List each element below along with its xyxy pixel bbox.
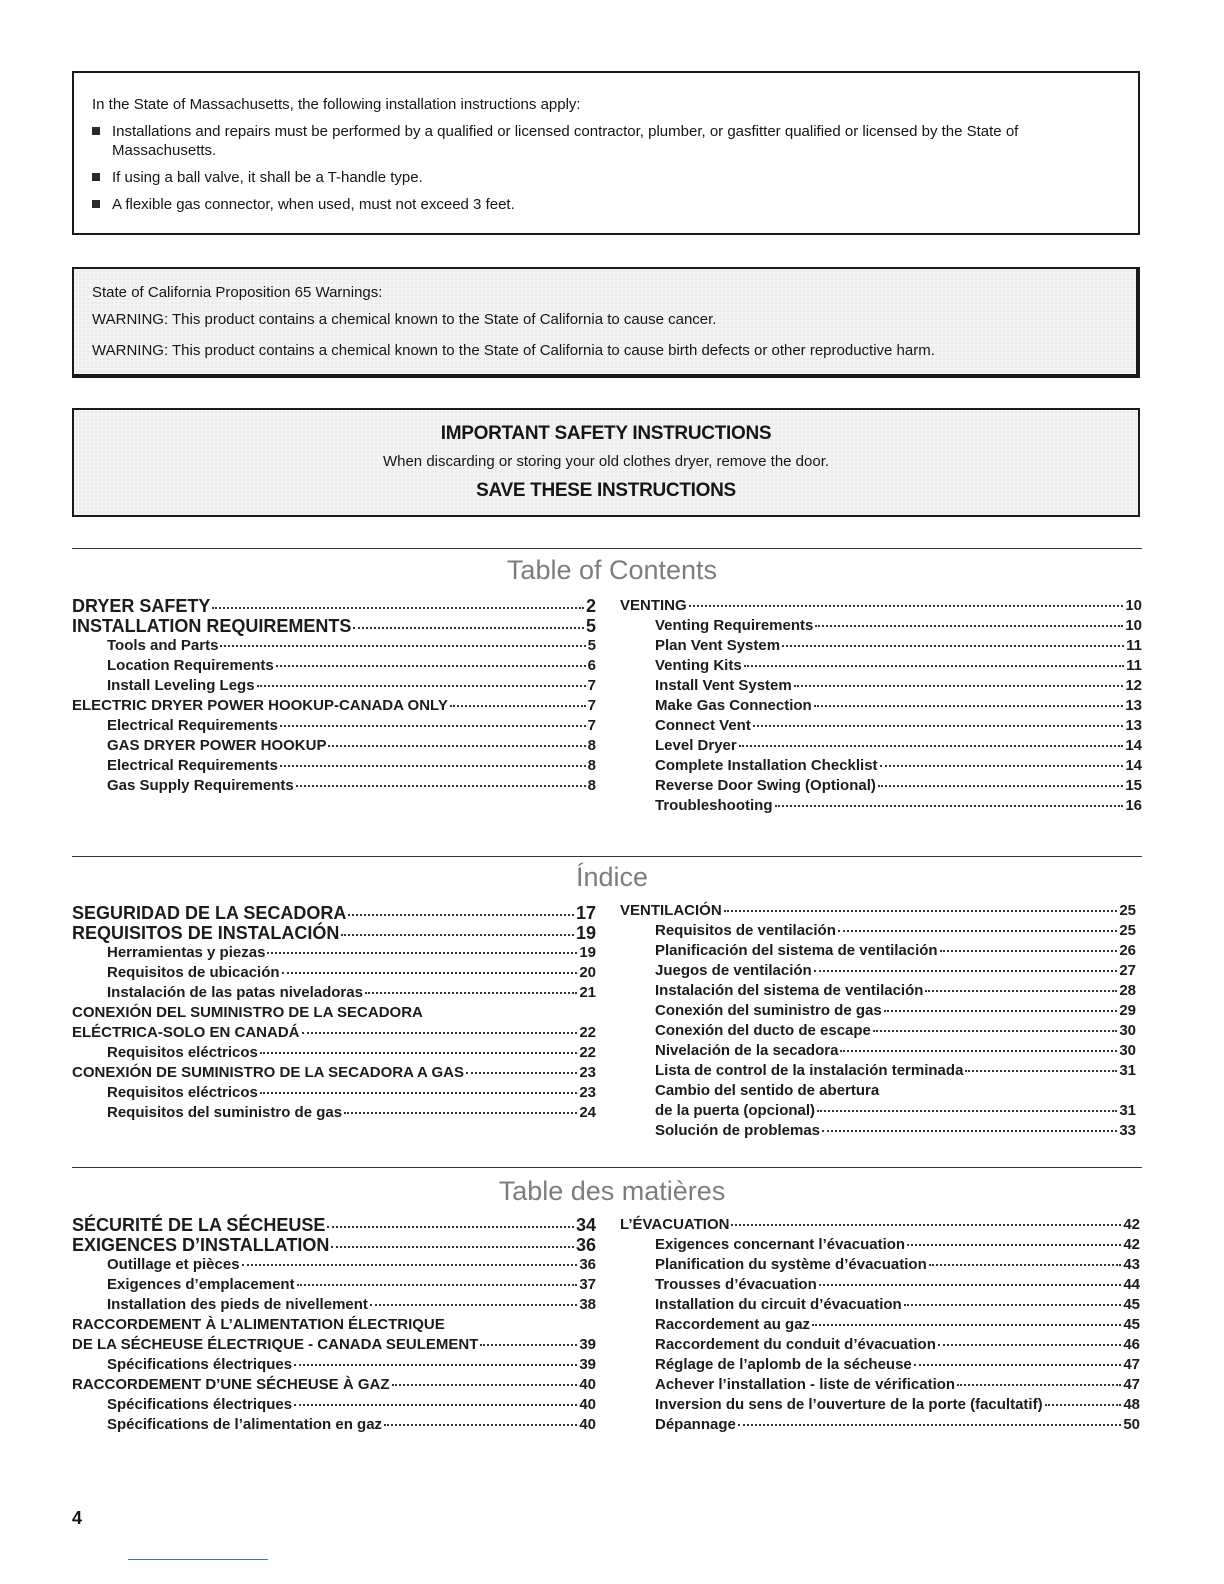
toc-entry-label: Installation du circuit d’évacuation: [655, 1296, 902, 1313]
toc-entry-label: Gas Supply Requirements: [107, 777, 294, 794]
toc-entry-label: Spécifications de l’alimentation en gaz: [107, 1416, 383, 1433]
toc-entry[interactable]: [72, 1395, 596, 1415]
toc-entry-label: RACCORDEMENT À L’ALIMENTATION ÉLECTRIQUE: [72, 1316, 445, 1333]
toc-dot-leader: [242, 1264, 578, 1266]
toc-entry-label: Dépannage: [655, 1416, 736, 1433]
toc-dot-leader: [940, 950, 1118, 952]
toc-entry[interactable]: [620, 1101, 1136, 1121]
toc-entry-page: 7: [587, 677, 596, 694]
massachusetts-bullet: A flexible gas connector, when used, must not exceed 3 feet.: [92, 195, 1120, 214]
toc-dot-leader: [838, 930, 1117, 932]
toc-entry[interactable]: [72, 696, 596, 716]
toc-entry-page: 42: [1123, 1216, 1140, 1233]
toc-entry-page: 8: [587, 757, 596, 774]
divider: [72, 548, 1142, 549]
toc-entry[interactable]: [72, 1103, 596, 1123]
toc-entry-page: 36: [579, 1256, 596, 1273]
toc-entry-page: 34: [575, 1215, 596, 1235]
toc-entry[interactable]: [72, 1235, 596, 1255]
toc-entry-label: Level Dryer: [655, 737, 737, 754]
toc-entry-page: 15: [1125, 777, 1142, 794]
toc-entry[interactable]: [72, 1003, 596, 1023]
toc-entry-page: 40: [579, 1376, 596, 1393]
toc-dot-leader: [957, 1384, 1121, 1386]
toc-entry[interactable]: [72, 1335, 596, 1355]
toc-entry-label: Juegos de ventilación: [655, 962, 812, 979]
toc-entry-label: Conexión del ducto de escape: [655, 1022, 871, 1039]
save-instructions: SAVE THESE INSTRUCTIONS: [476, 480, 736, 501]
toc-entry-page: 14: [1125, 757, 1142, 774]
toc-entry-label: Make Gas Connection: [655, 697, 812, 714]
toc-entry[interactable]: [620, 616, 1142, 636]
toc-entry-label: Trousses d’évacuation: [655, 1276, 817, 1293]
toc-entry-label: ELÉCTRICA-SOLO EN CANADÁ: [72, 1024, 300, 1041]
toc-entry-page: 19: [575, 923, 596, 943]
toc-entry[interactable]: [72, 616, 596, 636]
massachusetts-bullet: Installations and repairs must be performed by a qualified or licensed contractor, plumber, or gasfitter qualified or licensed by the State of Massachusetts.: [92, 122, 1120, 160]
toc-entry[interactable]: [620, 676, 1142, 696]
toc-entry-page: 13: [1125, 717, 1142, 734]
toc-entry-label: Cambio del sentido de abertura: [655, 1082, 880, 1099]
toc-dot-leader: [840, 1050, 1117, 1052]
toc-entry[interactable]: [72, 1375, 596, 1395]
toc-entry[interactable]: [72, 736, 596, 756]
toc-entry[interactable]: [72, 943, 596, 963]
toc-dot-leader: [480, 1344, 577, 1346]
toc-entry[interactable]: [72, 963, 596, 983]
toc-entry[interactable]: [72, 1275, 596, 1295]
toc-entry-label: Herramientas y piezas: [107, 944, 266, 961]
toc-dot-leader: [689, 605, 1124, 607]
toc-en-left-column: [72, 596, 596, 796]
toc-entry[interactable]: [72, 1023, 596, 1043]
toc-dot-leader: [348, 914, 574, 916]
toc-entry-page: 33: [1119, 1122, 1136, 1139]
toc-entry-label: Achever l’installation - liste de vérification: [655, 1376, 956, 1393]
toc-entry-label: Planificación del sistema de ventilación: [655, 942, 938, 959]
toc-entry[interactable]: [72, 656, 596, 676]
toc-entry[interactable]: [72, 903, 596, 923]
toc-dot-leader: [1045, 1404, 1122, 1406]
toc-entry[interactable]: [620, 1021, 1136, 1041]
toc-entry-page: 5: [585, 616, 596, 636]
toc-entry[interactable]: [72, 596, 596, 616]
toc-dot-leader: [328, 745, 585, 747]
toc-dot-leader: [878, 785, 1123, 787]
california-warning: WARNING: This product contains a chemical known to the State of California to cause cancer.: [92, 311, 717, 328]
toc-entry-page: 28: [1119, 982, 1136, 999]
toc-entry-page: 13: [1125, 697, 1142, 714]
toc-fr-right-column: [620, 1215, 1140, 1435]
toc-entry[interactable]: [620, 716, 1142, 736]
toc-entry-label: Install Leveling Legs: [107, 677, 255, 694]
toc-entry-page: 27: [1119, 962, 1136, 979]
toc-entry-page: 7: [587, 717, 596, 734]
toc-entry-label: ELECTRIC DRYER POWER HOOKUP-CANADA ONLY: [72, 697, 448, 714]
toc-dot-leader: [220, 645, 585, 647]
toc-entry[interactable]: [72, 676, 596, 696]
toc-dot-leader: [907, 1244, 1121, 1246]
divider: [72, 1167, 1142, 1168]
toc-entry-page: 40: [579, 1396, 596, 1413]
toc-entry[interactable]: [72, 716, 596, 736]
toc-entry-label: Spécifications électriques: [107, 1396, 293, 1413]
toc-entry-page: 6: [587, 657, 596, 674]
toc-entry[interactable]: [72, 636, 596, 656]
toc-entry-label: Electrical Requirements: [107, 757, 278, 774]
toc-dot-leader: [744, 665, 1124, 667]
toc-entry-page: 10: [1125, 597, 1142, 614]
toc-fr-title: Table des matières: [498, 1176, 726, 1206]
toc-entry[interactable]: [72, 923, 596, 943]
toc-entry-label: Exigences d’emplacement: [107, 1276, 295, 1293]
toc-entry[interactable]: [72, 776, 596, 796]
toc-entry-label: GAS DRYER POWER HOOKUP: [107, 737, 327, 754]
toc-dot-leader: [731, 1224, 1121, 1226]
toc-dot-leader: [753, 725, 1123, 727]
massachusetts-bullet: If using a ball valve, it shall be a T-handle type.: [92, 168, 1120, 187]
toc-entry-label: VENTILACIÓN: [620, 902, 722, 919]
massachusetts-notice: [72, 71, 1140, 235]
toc-entry[interactable]: [620, 1001, 1136, 1021]
toc-entry-label: Troubleshooting: [655, 797, 773, 814]
toc-dot-leader: [782, 645, 1124, 647]
toc-es-right-column: [620, 901, 1136, 1141]
toc-entry-page: 46: [1123, 1336, 1140, 1353]
toc-entry-label: Instalación del sistema de ventilación: [655, 982, 924, 999]
toc-entry-label: Reverse Door Swing (Optional): [655, 777, 876, 794]
toc-entry-page: 39: [579, 1336, 596, 1353]
california-title: State of California Proposition 65 Warnings:: [92, 284, 383, 301]
toc-entry-label: Conexión del suministro de gas: [655, 1002, 882, 1019]
toc-entry-label: CONEXIÓN DE SUMINISTRO DE LA SECADORA A GAS: [72, 1064, 464, 1081]
toc-dot-leader: [344, 1112, 577, 1114]
toc-dot-leader: [812, 1324, 1121, 1326]
toc-entry[interactable]: [620, 796, 1142, 816]
toc-entry-page: 11: [1126, 637, 1142, 654]
toc-entry[interactable]: [72, 1043, 596, 1063]
toc-dot-leader: [282, 972, 578, 974]
toc-entry-label: Requisitos de ubicación: [107, 964, 280, 981]
toc-dot-leader: [260, 1052, 577, 1054]
toc-dot-leader: [370, 1304, 577, 1306]
toc-entry-label: Connect Vent: [655, 717, 751, 734]
toc-entry-page: 48: [1123, 1396, 1140, 1413]
toc-entry-label: Lista de control de la instalación terminada: [655, 1062, 964, 1079]
toc-entry-label: REQUISITOS DE INSTALACIÓN: [72, 923, 340, 943]
toc-entry-label: Requisitos de ventilación: [655, 922, 836, 939]
toc-dot-leader: [327, 1226, 574, 1228]
toc-dot-leader: [276, 665, 586, 667]
toc-entry-page: 50: [1123, 1416, 1140, 1433]
toc-fr-left-column: [72, 1215, 596, 1435]
toc-dot-leader: [938, 1344, 1121, 1346]
toc-entry-page: 20: [579, 964, 596, 981]
toc-dot-leader: [925, 990, 1117, 992]
toc-dot-leader: [280, 725, 586, 727]
toc-entry[interactable]: [72, 1255, 596, 1275]
toc-entry[interactable]: [620, 1061, 1136, 1081]
toc-entry[interactable]: [620, 1375, 1140, 1395]
toc-entry-page: 22: [579, 1024, 596, 1041]
toc-entry-label: Raccordement au gaz: [655, 1316, 811, 1333]
toc-entry-label: Nivelación de la secadora: [655, 1042, 839, 1059]
toc-entry-label: Réglage de l’aplomb de la sécheuse: [655, 1356, 912, 1373]
toc-dot-leader: [450, 705, 586, 707]
toc-dot-leader: [353, 627, 584, 629]
toc-entry-page: 10: [1125, 617, 1142, 634]
toc-entry-page: 31: [1119, 1102, 1136, 1119]
california-warning: WARNING: This product contains a chemical known to the State of California to cause birth defects or other reproductive harm.: [92, 342, 935, 359]
toc-dot-leader: [280, 765, 586, 767]
toc-entry-label: Solución de problemas: [655, 1122, 821, 1139]
toc-dot-leader: [466, 1072, 577, 1074]
toc-entry[interactable]: [620, 776, 1142, 796]
toc-entry-label: Raccordement du conduit d’évacuation: [655, 1336, 936, 1353]
toc-dot-leader: [814, 970, 1118, 972]
toc-entry[interactable]: [72, 1415, 596, 1435]
toc-entry-page: 16: [1125, 797, 1142, 814]
toc-entry[interactable]: [620, 1395, 1140, 1415]
toc-dot-leader: [212, 607, 584, 609]
page-number: 4: [72, 1508, 83, 1528]
toc-dot-leader: [914, 1364, 1122, 1366]
toc-dot-leader: [873, 1030, 1117, 1032]
toc-dot-leader: [819, 1284, 1122, 1286]
toc-entry-page: 45: [1123, 1316, 1140, 1333]
toc-entry[interactable]: [620, 941, 1136, 961]
toc-entry-page: 31: [1119, 1062, 1136, 1079]
toc-dot-leader: [815, 625, 1123, 627]
toc-entry-label: RACCORDEMENT D’UNE SÉCHEUSE À GAZ: [72, 1376, 390, 1393]
toc-entry-label: VENTING: [620, 597, 687, 614]
toc-entry[interactable]: [620, 1235, 1140, 1255]
toc-entry[interactable]: [72, 1063, 596, 1083]
toc-dot-leader: [775, 805, 1124, 807]
toc-entry-label: L’ÉVACUATION: [620, 1216, 730, 1233]
toc-entry[interactable]: [72, 1215, 596, 1235]
toc-entry-page: 25: [1119, 902, 1136, 919]
toc-entry-label: Exigences concernant l’évacuation: [655, 1236, 906, 1253]
toc-entry[interactable]: [620, 901, 1136, 921]
footer-line: [128, 1559, 268, 1560]
massachusetts-intro: In the State of Massachusetts, the following installation instructions apply:: [92, 96, 581, 113]
toc-entry[interactable]: [620, 696, 1142, 716]
toc-dot-leader: [794, 685, 1124, 687]
toc-dot-leader: [384, 1424, 577, 1426]
toc-entry-label: Complete Installation Checklist: [655, 757, 878, 774]
toc-dot-leader: [814, 705, 1124, 707]
toc-entry-page: 21: [579, 984, 596, 1001]
toc-entry-label: Location Requirements: [107, 657, 274, 674]
toc-entry[interactable]: [620, 1041, 1136, 1061]
toc-entry-page: 8: [587, 737, 596, 754]
toc-entry[interactable]: [620, 736, 1142, 756]
toc-entry[interactable]: [620, 1315, 1140, 1335]
toc-en-right-column: [620, 596, 1142, 816]
toc-entry[interactable]: [72, 1315, 596, 1335]
toc-entry-page: 42: [1123, 1236, 1140, 1253]
toc-entry-page: 40: [579, 1416, 596, 1433]
toc-entry-label: Planification du système d’évacuation: [655, 1256, 927, 1273]
toc-dot-leader: [294, 1364, 577, 1366]
toc-entry-label: Inversion du sens de l’ouverture de la porte (facultatif): [655, 1396, 1043, 1413]
toc-entry-page: 8: [587, 777, 596, 794]
toc-entry-page: 45: [1123, 1296, 1140, 1313]
toc-entry[interactable]: [620, 1355, 1140, 1375]
toc-entry[interactable]: [620, 981, 1136, 1001]
toc-entry[interactable]: [620, 1081, 1136, 1101]
toc-entry-page: 39: [579, 1356, 596, 1373]
california-prop65-notice: [72, 267, 1140, 378]
toc-entry-page: 47: [1123, 1356, 1140, 1373]
toc-dot-leader: [724, 910, 1118, 912]
toc-dot-leader: [880, 765, 1124, 767]
toc-entry-label: Electrical Requirements: [107, 717, 278, 734]
toc-entry-page: 25: [1119, 922, 1136, 939]
toc-entry-label: Venting Requirements: [655, 617, 814, 634]
toc-entry[interactable]: [620, 1255, 1140, 1275]
toc-entry-page: 30: [1119, 1042, 1136, 1059]
toc-entry[interactable]: [72, 983, 596, 1003]
toc-entry-page: 22: [579, 1044, 596, 1061]
toc-entry-page: 17: [575, 903, 596, 923]
toc-dot-leader: [365, 992, 577, 994]
toc-entry-page: 14: [1125, 737, 1142, 754]
toc-dot-leader: [294, 1404, 577, 1406]
toc-dot-leader: [331, 1246, 574, 1248]
toc-entry-page: 26: [1119, 942, 1136, 959]
toc-entry-label: SÉCURITÉ DE LA SÉCHEUSE: [72, 1215, 326, 1235]
toc-dot-leader: [739, 745, 1124, 747]
toc-dot-leader: [965, 1070, 1117, 1072]
toc-entry-page: 43: [1123, 1256, 1140, 1273]
toc-dot-leader: [904, 1304, 1122, 1306]
toc-entry[interactable]: [72, 1083, 596, 1103]
toc-entry[interactable]: [620, 921, 1136, 941]
toc-entry-page: 19: [579, 944, 596, 961]
safety-text: When discarding or storing your old clothes dryer, remove the door.: [382, 453, 830, 470]
toc-entry-label: de la puerta (opcional): [655, 1102, 816, 1119]
toc-es-left-column: [72, 903, 596, 1123]
toc-entry-label: DRYER SAFETY: [72, 596, 211, 616]
toc-entry-page: 47: [1123, 1376, 1140, 1393]
toc-entry-label: Tools and Parts: [107, 637, 219, 654]
toc-dot-leader: [822, 1130, 1117, 1132]
toc-entry-page: 2: [585, 596, 596, 616]
toc-entry-label: Plan Vent System: [655, 637, 781, 654]
toc-entry[interactable]: [620, 1121, 1136, 1141]
toc-entry[interactable]: [620, 636, 1142, 656]
toc-entry-page: 29: [1119, 1002, 1136, 1019]
toc-dot-leader: [297, 1284, 578, 1286]
toc-es-title: Índice: [575, 862, 649, 892]
toc-entry-label: SEGURIDAD DE LA SECADORA: [72, 903, 347, 923]
toc-entry-label: INSTALLATION REQUIREMENTS: [72, 616, 352, 636]
toc-entry[interactable]: [72, 1295, 596, 1315]
toc-dot-leader: [929, 1264, 1122, 1266]
toc-entry-page: 12: [1125, 677, 1142, 694]
toc-en-title: Table of Contents: [506, 555, 718, 585]
toc-entry[interactable]: [620, 1275, 1140, 1295]
toc-entry-label: Outillage et pièces: [107, 1256, 240, 1273]
toc-entry[interactable]: [620, 961, 1136, 981]
toc-entry-label: Installation des pieds de nivellement: [107, 1296, 368, 1313]
toc-entry[interactable]: [620, 1335, 1140, 1355]
toc-entry-page: 44: [1123, 1276, 1140, 1293]
toc-entry[interactable]: [620, 1415, 1140, 1435]
toc-entry-label: Instalación de las patas niveladoras: [107, 984, 363, 1001]
toc-dot-leader: [884, 1010, 1118, 1012]
toc-entry-page: 37: [579, 1276, 596, 1293]
toc-entry-label: Requisitos eléctricos: [107, 1084, 258, 1101]
toc-entry-page: 5: [587, 637, 596, 654]
toc-dot-leader: [267, 952, 577, 954]
toc-entry-page: 23: [579, 1064, 596, 1081]
toc-entry[interactable]: [72, 756, 596, 776]
toc-entry-page: 38: [579, 1296, 596, 1313]
toc-dot-leader: [817, 1110, 1117, 1112]
toc-entry[interactable]: [620, 1295, 1140, 1315]
toc-entry-page: 7: [587, 697, 596, 714]
toc-entry-page: 24: [579, 1104, 596, 1121]
toc-dot-leader: [341, 934, 574, 936]
toc-dot-leader: [302, 1032, 578, 1034]
toc-entry-label: DE LA SÉCHEUSE ÉLECTRIQUE - CANADA SEULEMENT: [72, 1336, 479, 1353]
safety-instructions-box: [72, 408, 1140, 517]
toc-entry-label: Requisitos del suministro de gas: [107, 1104, 343, 1121]
toc-entry-label: CONEXIÓN DEL SUMINISTRO DE LA SECADORA: [72, 1004, 423, 1021]
toc-entry-label: Venting Kits: [655, 657, 742, 674]
safety-title: IMPORTANT SAFETY INSTRUCTIONS: [440, 423, 772, 444]
toc-entry-label: EXIGENCES D’INSTALLATION: [72, 1235, 330, 1255]
toc-entry[interactable]: [620, 596, 1142, 616]
toc-dot-leader: [260, 1092, 577, 1094]
toc-entry[interactable]: [620, 756, 1142, 776]
toc-entry-label: Spécifications électriques: [107, 1356, 293, 1373]
divider: [72, 856, 1142, 857]
toc-dot-leader: [738, 1424, 1121, 1426]
toc-entry-label: Requisitos eléctricos: [107, 1044, 258, 1061]
toc-dot-leader: [257, 685, 586, 687]
toc-entry[interactable]: [620, 1215, 1140, 1235]
toc-entry-page: 30: [1119, 1022, 1136, 1039]
toc-entry-label: Install Vent System: [655, 677, 792, 694]
toc-entry-page: 11: [1126, 657, 1142, 674]
toc-entry[interactable]: [620, 656, 1142, 676]
toc-dot-leader: [392, 1384, 578, 1386]
toc-entry-page: 23: [579, 1084, 596, 1101]
toc-entry[interactable]: [72, 1355, 596, 1375]
toc-entry-page: 36: [575, 1235, 596, 1255]
toc-dot-leader: [296, 785, 586, 787]
